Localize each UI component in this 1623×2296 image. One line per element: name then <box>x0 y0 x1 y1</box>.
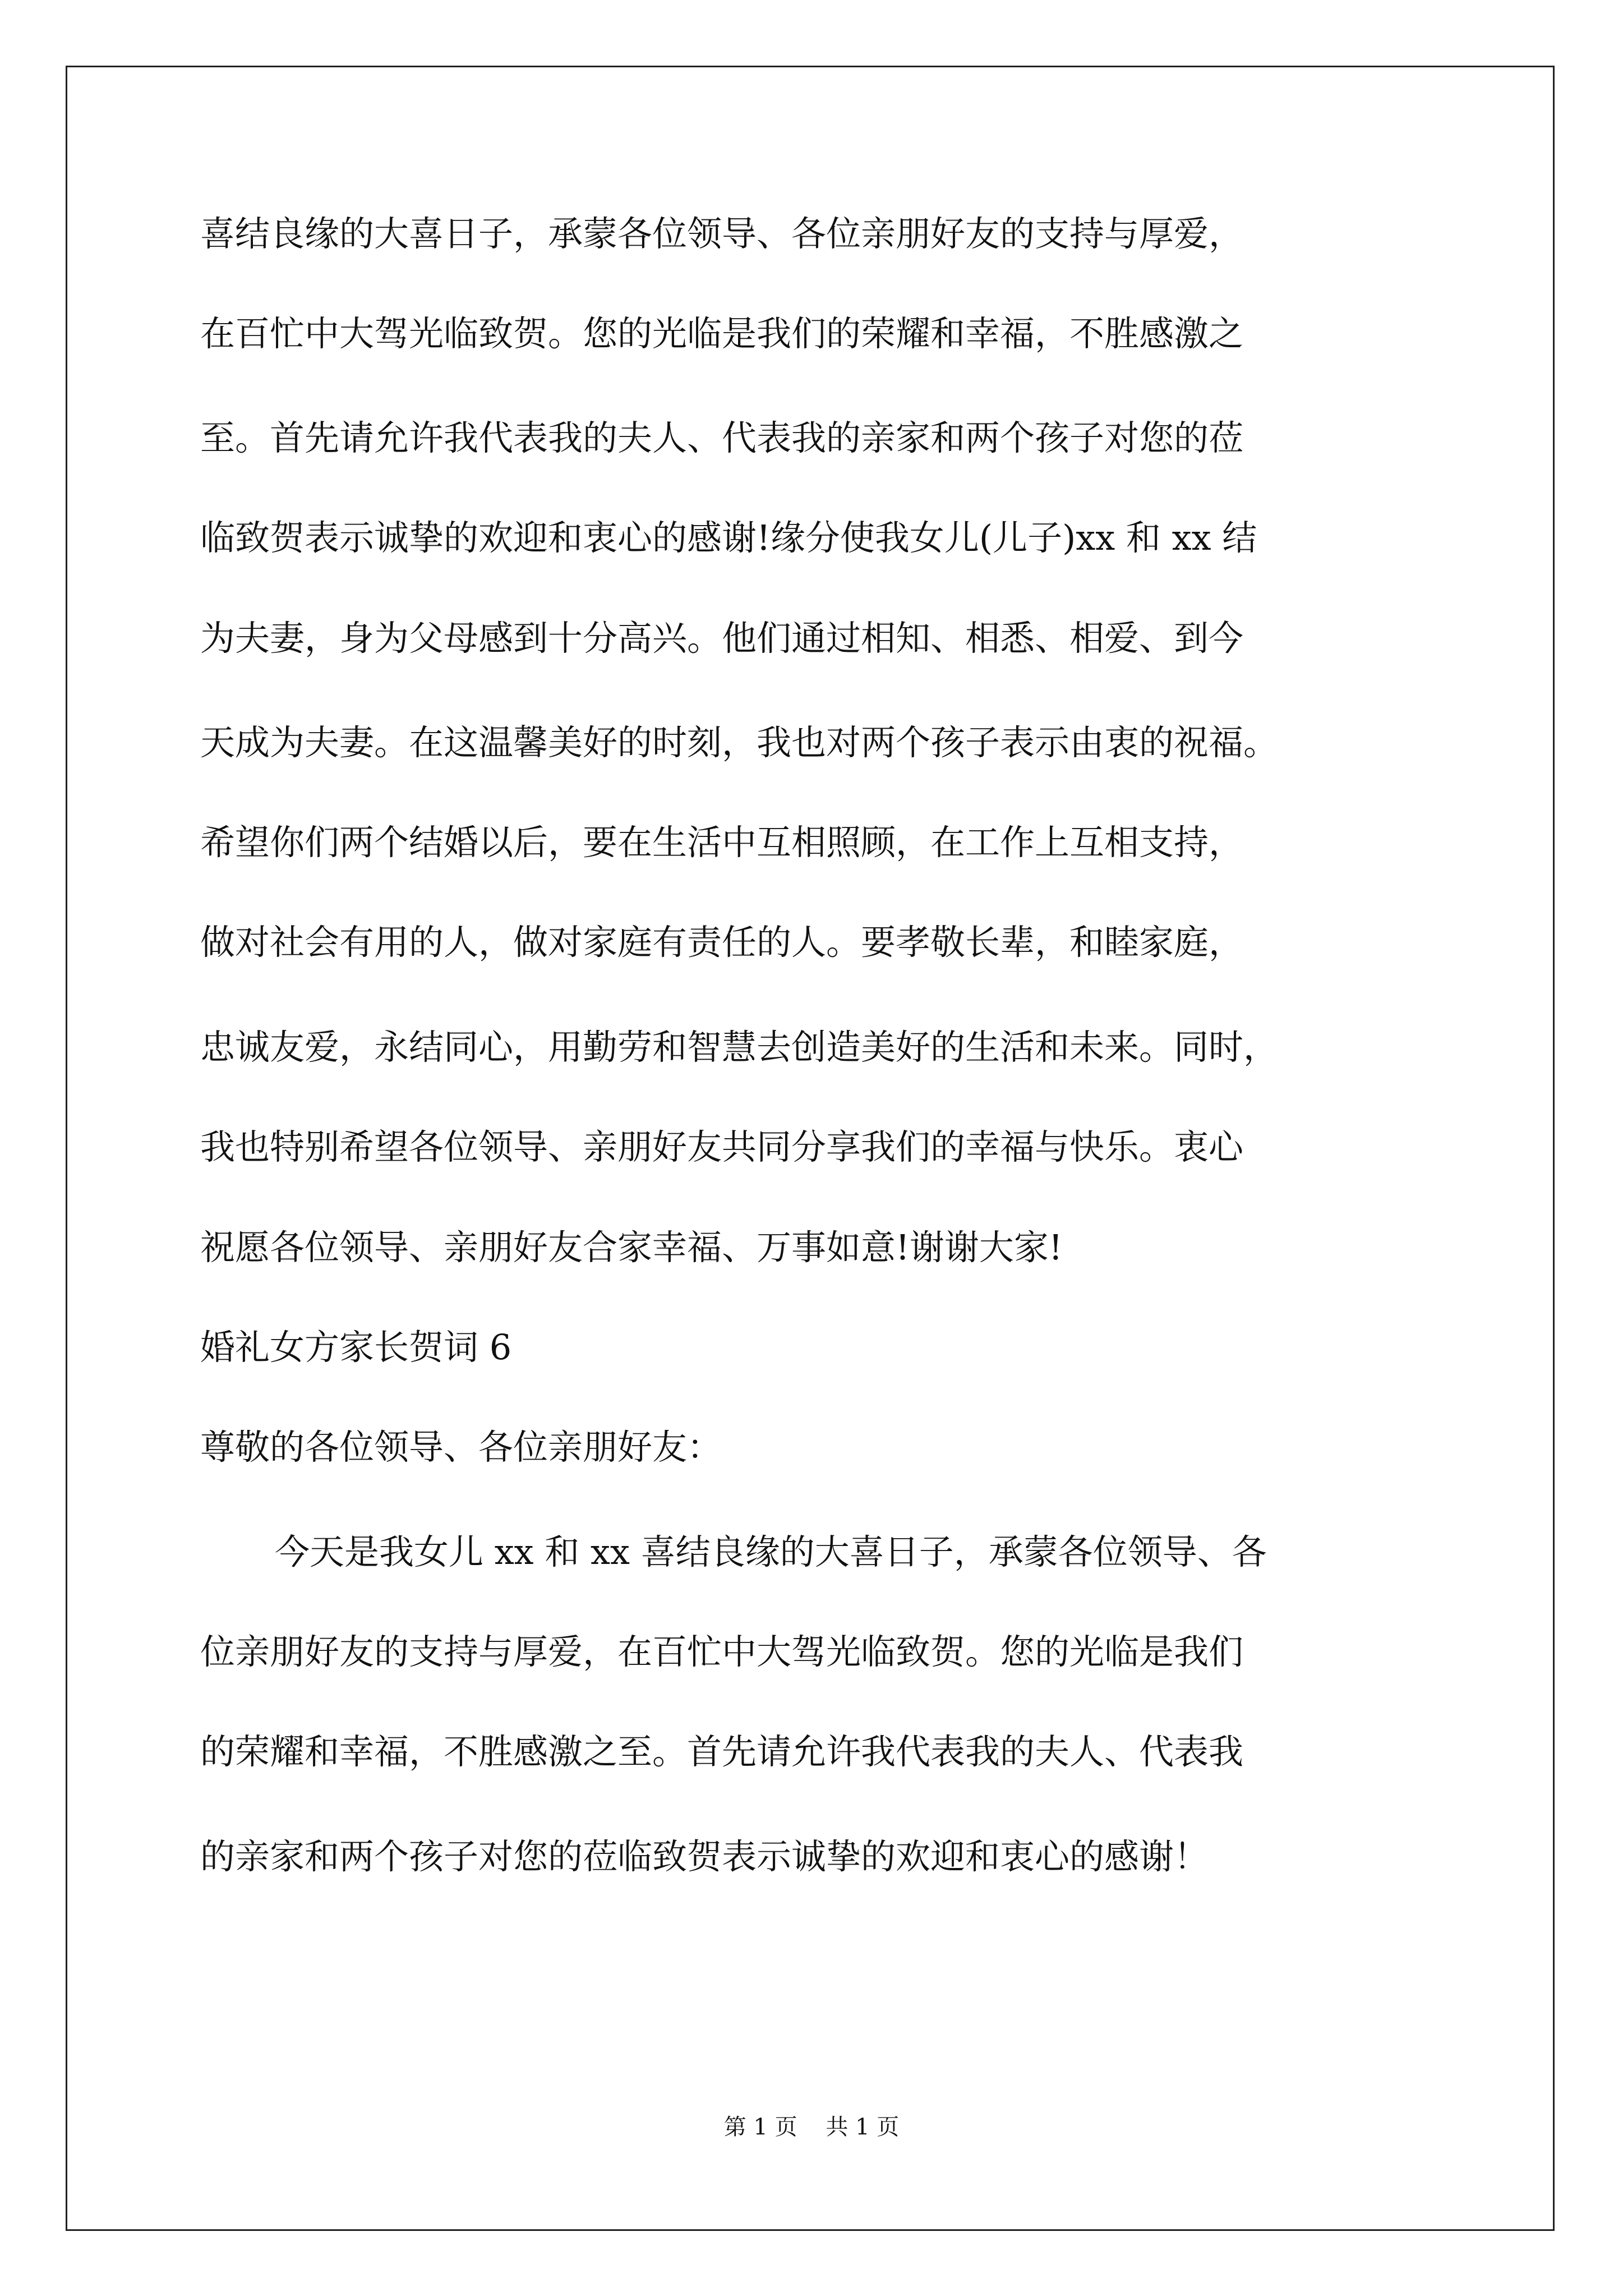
body-line-11: 祝愿各位领导、亲朋好友合家幸福、万事如意!谢谢大家! <box>200 1227 1063 1268</box>
salutation: 尊敬的各位领导、各位亲朋好友： <box>200 1427 722 1467</box>
body-line-6: 天成为夫妻。在这温馨美好的时刻，我也对两个孩子表示由衷的祝福。 <box>200 722 1279 763</box>
body-line-8: 做对社会有用的人，做对家庭有责任的人。要孝敬长辈，和睦家庭， <box>200 922 1244 963</box>
body-line-7: 希望你们两个结婚以后，要在生活中互相照顾，在工作上互相支持， <box>200 822 1244 863</box>
section-title: 婚礼女方家长贺词 6 <box>200 1327 512 1368</box>
paragraph2-line-4: 的亲家和两个孩子对您的莅临致贺表示诚挚的欢迎和衷心的感谢！ <box>200 1836 1209 1877</box>
body-line-1: 喜结良缘的大喜日子，承蒙各位领导、各位亲朋好友的支持与厚爱， <box>200 213 1244 254</box>
body-line-9: 忠诚友爱，永结同心，用勤劳和智慧去创造美好的生活和未来。同时， <box>200 1027 1279 1068</box>
body-line-2: 在百忙中大驾光临致贺。您的光临是我们的荣耀和幸福，不胜感激之 <box>200 313 1244 354</box>
paragraph2-line-1: 今天是我女儿 xx 和 xx 喜结良缘的大喜日子，承蒙各位领导、各 <box>275 1531 1267 1572</box>
body-line-5: 为夫妻，身为父母感到十分高兴。他们通过相知、相悉、相爱、到今 <box>200 618 1244 659</box>
paragraph2-line-2: 位亲朋好友的支持与厚爱，在百忙中大驾光临致贺。您的光临是我们 <box>200 1631 1244 1672</box>
body-line-3: 至。首先请允许我代表我的夫人、代表我的亲家和两个孩子对您的莅 <box>200 417 1244 458</box>
page-number-footer: 第 1 页 共 1 页 <box>723 2114 900 2140</box>
paragraph2-line-3: 的荣耀和幸福，不胜感激之至。首先请允许我代表我的夫人、代表我 <box>200 1731 1244 1772</box>
body-line-10: 我也特别希望各位领导、亲朋好友共同分享我们的幸福与快乐。衷心 <box>200 1126 1244 1167</box>
body-line-4: 临致贺表示诚挚的欢迎和衷心的感谢!缘分使我女儿(儿子)xx 和 xx 结 <box>200 517 1257 558</box>
